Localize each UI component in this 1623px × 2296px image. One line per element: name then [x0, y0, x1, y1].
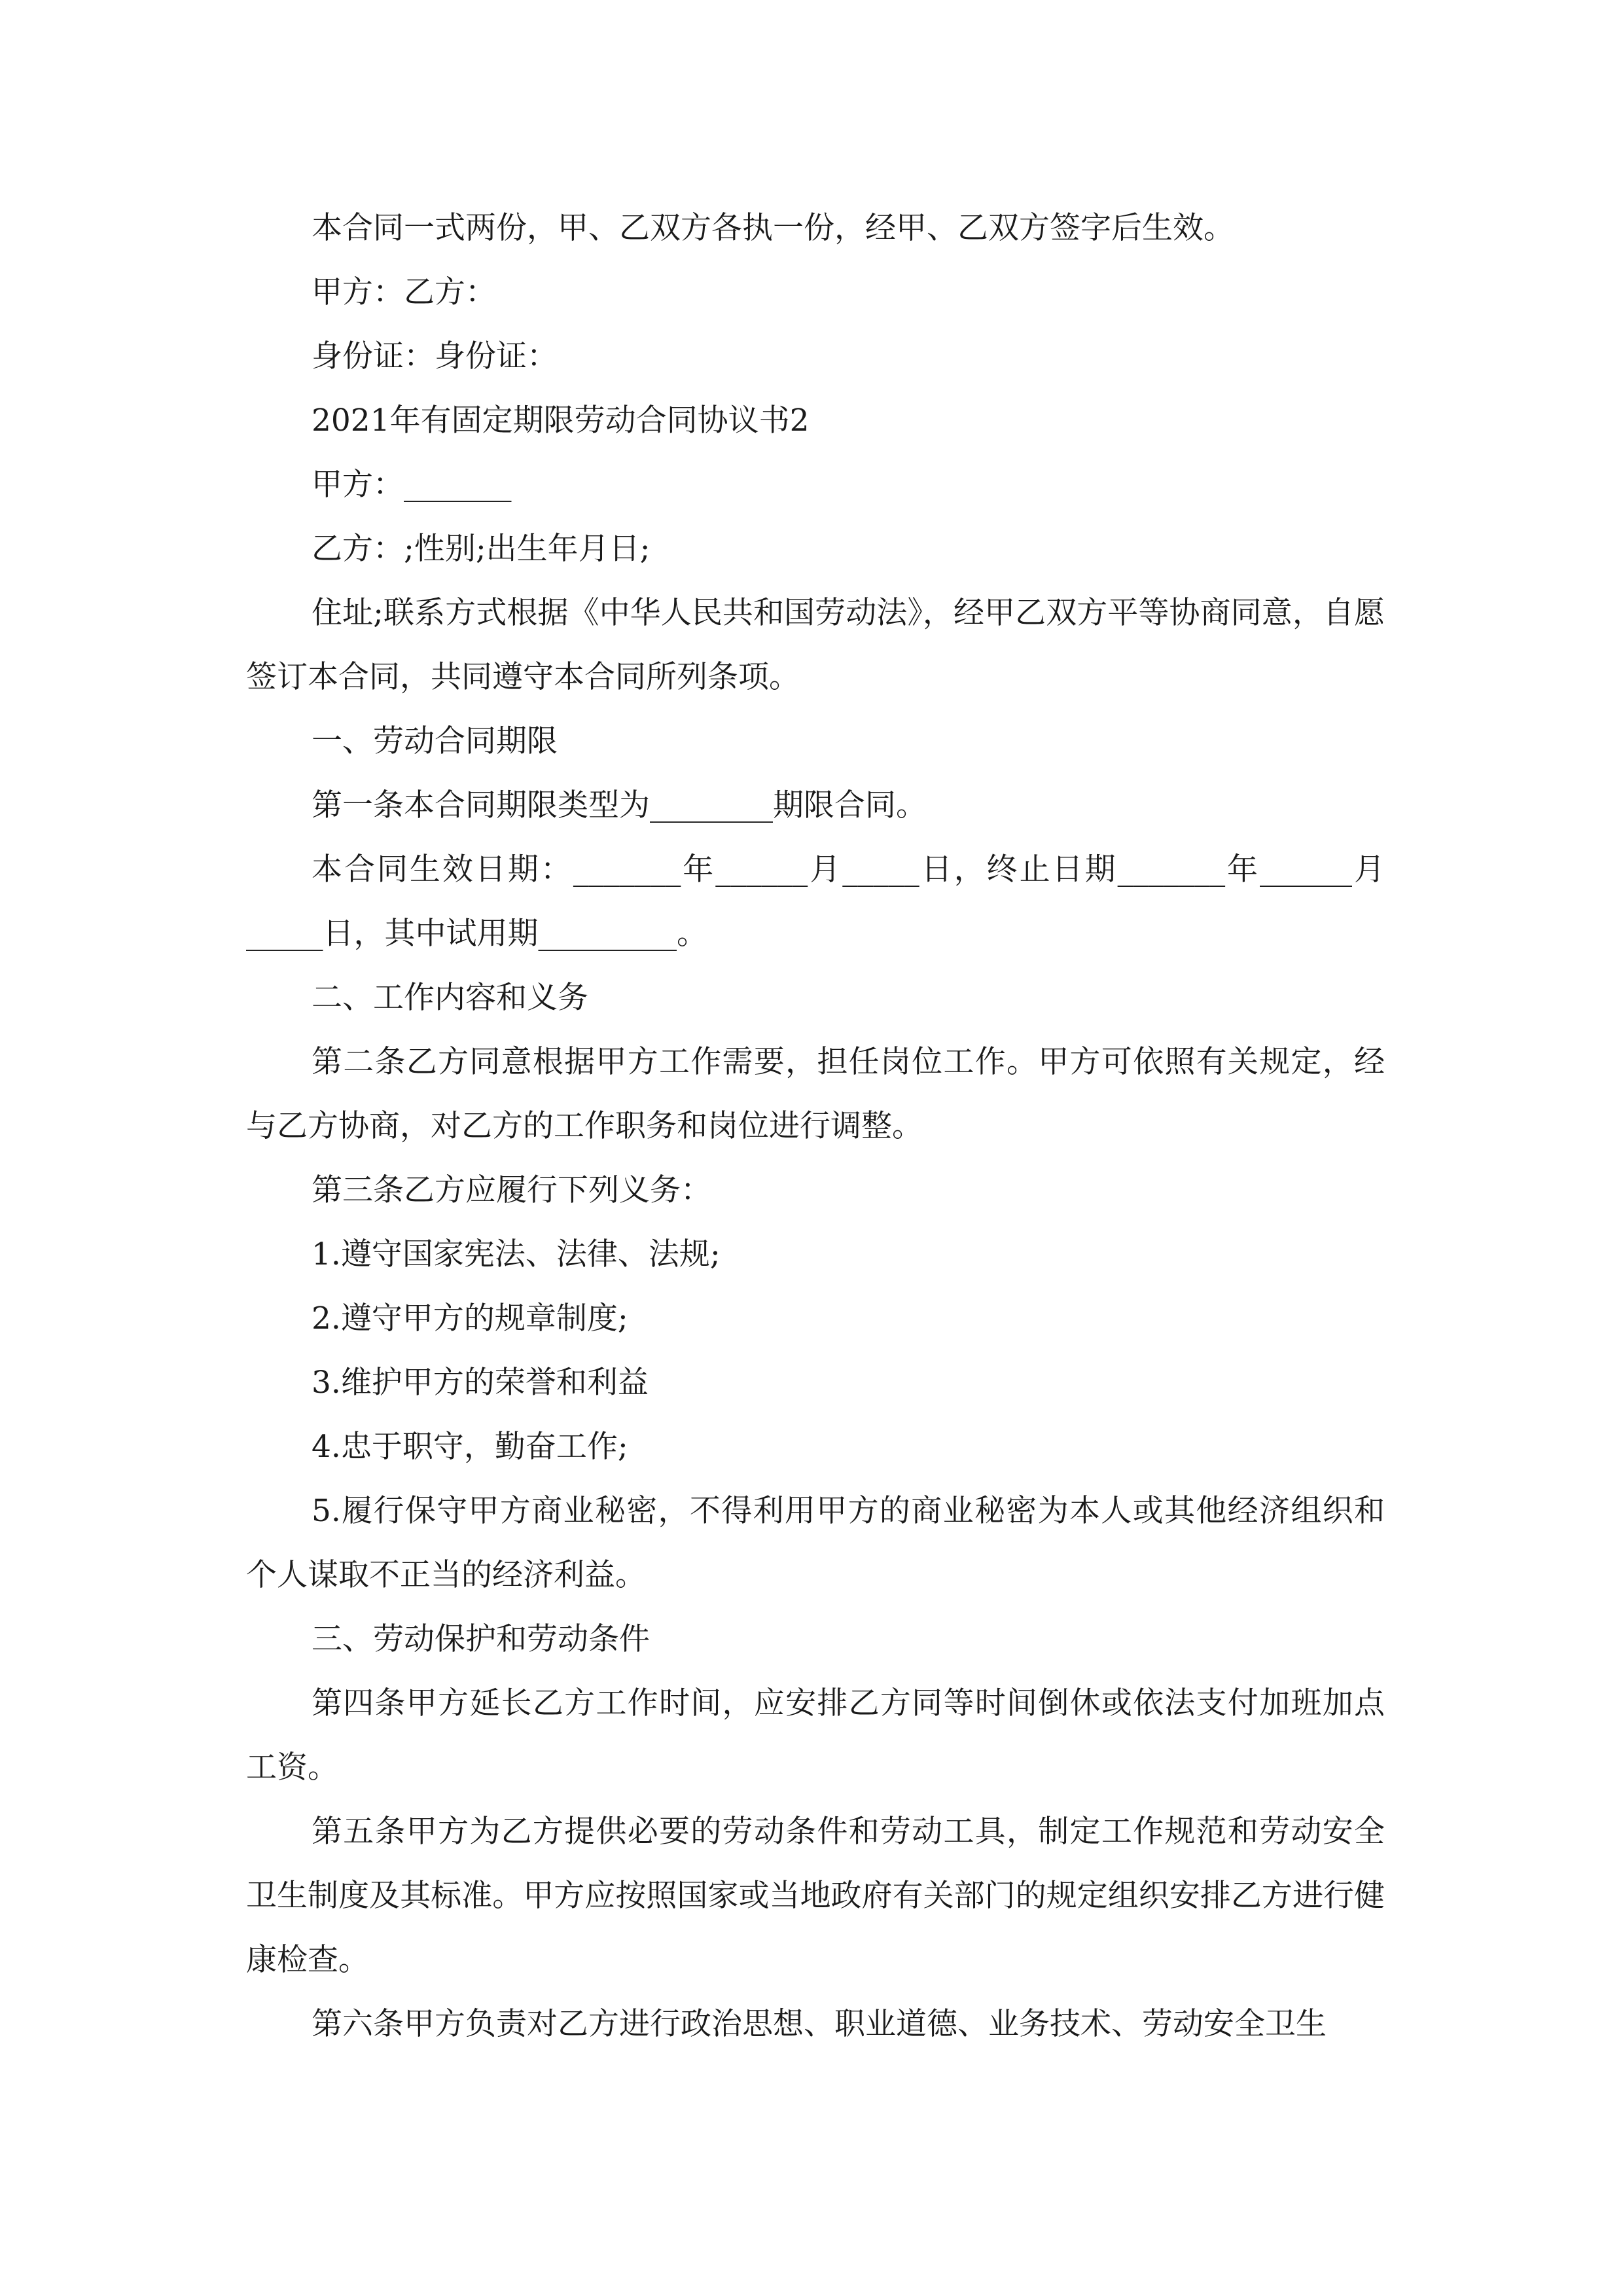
list-item: 1.遵守国家宪法、法律、法规;	[312, 1236, 721, 1272]
paragraph: 本合同一式两份，甲、乙双方各执一份，经甲、乙双方签字后生效。	[312, 210, 1234, 246]
section-heading: 一、劳动合同期限	[312, 723, 558, 759]
paragraph: 第三条乙方应履行下列义务：	[312, 1172, 711, 1208]
paragraph: 乙方：;性别;出生年月日;	[312, 531, 651, 567]
paragraph: 本合同生效日期：_______年______月_____日，终止日期_______年______月_____日，其中试用期_________。	[246, 852, 1385, 952]
paragraph: 2021年有固定期限劳动合同协议书2	[312, 403, 810, 439]
list-item: 5.履行保守甲方商业秘密，不得利用甲方的商业秘密为本人或其他经济组织和个人谋取不正当的经济利益。	[246, 1493, 1385, 1593]
list-item: 3.维护甲方的荣誉和利益	[312, 1365, 649, 1401]
paragraph: 身份证：身份证：	[312, 338, 558, 374]
list-item: 4.忠于职守，勤奋工作;	[312, 1429, 628, 1465]
document-body	[246, 196, 1385, 2056]
list-item: 2.遵守甲方的规章制度;	[312, 1300, 628, 1336]
section-heading: 三、劳动保护和劳动条件	[312, 1621, 650, 1657]
paragraph: 甲方：乙方：	[312, 274, 496, 310]
section-heading: 二、工作内容和义务	[312, 980, 588, 1016]
paragraph: 甲方：_______	[312, 467, 512, 503]
paragraph: 住址;联系方式根据《中华人民共和国劳动法》，经甲乙双方平等协商同意，自愿签订本合同，共同遵守本合同所列条项。	[246, 595, 1385, 695]
paragraph: 第二条乙方同意根据甲方工作需要，担任岗位工作。甲方可依照有关规定，经与乙方协商，对乙方的工作职务和岗位进行调整。	[246, 1044, 1385, 1144]
paragraph: 第四条甲方延长乙方工作时间，应安排乙方同等时间倒休或依法支付加班加点工资。	[246, 1685, 1385, 1785]
paragraph: 第六条甲方负责对乙方进行政治思想、职业道德、业务技术、劳动安全卫生	[312, 2006, 1327, 2042]
paragraph: 第五条甲方为乙方提供必要的劳动条件和劳动工具，制定工作规范和劳动安全卫生制度及其标准。甲方应按照国家或当地政府有关部门的规定组织安排乙方进行健康检查。	[246, 1814, 1385, 1978]
paragraph: 第一条本合同期限类型为________期限合同。	[312, 787, 927, 823]
